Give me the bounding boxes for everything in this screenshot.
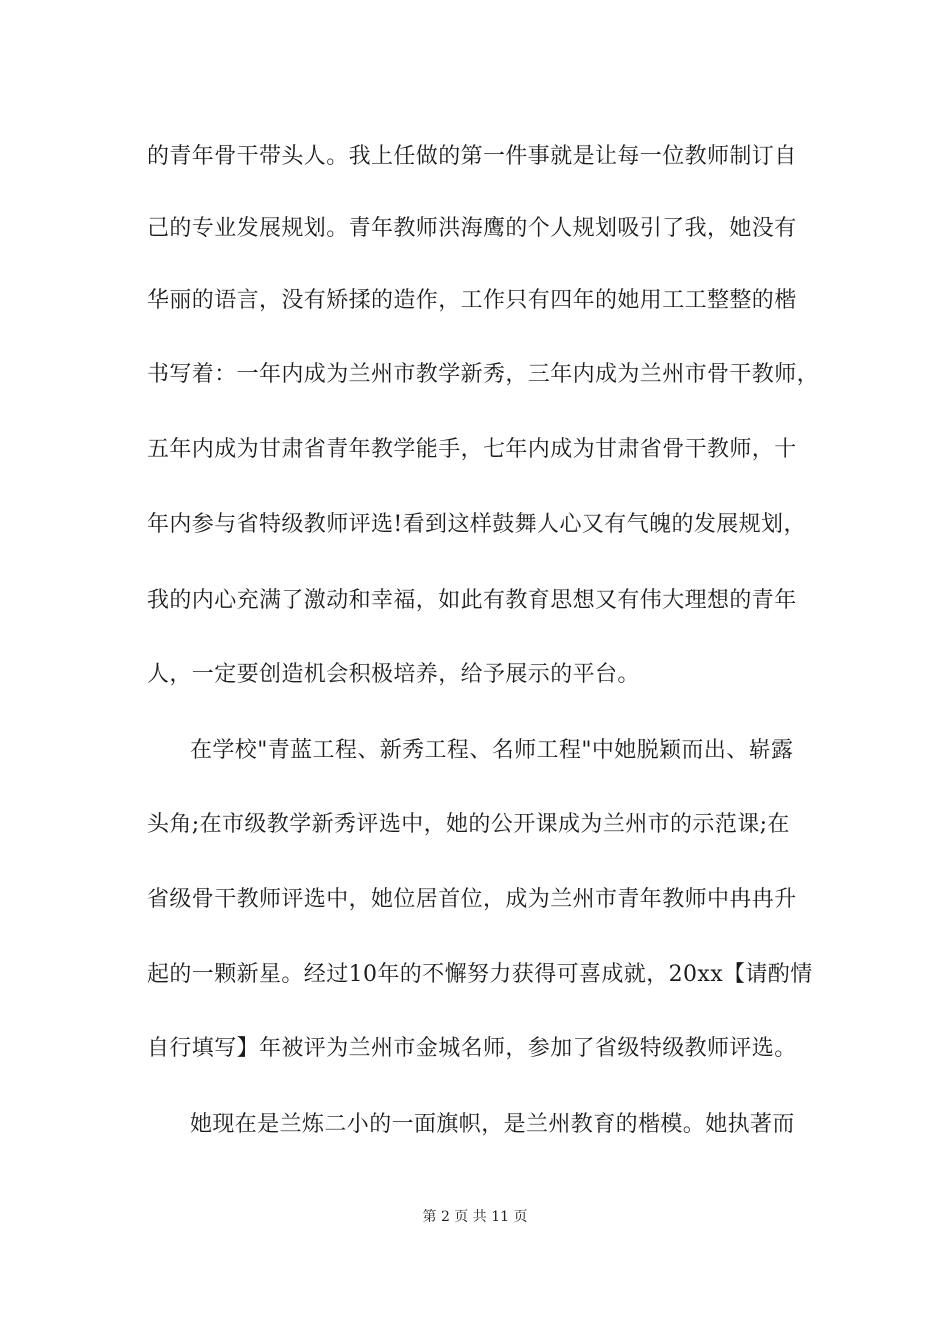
paragraph-1-line-5: 五年内成为甘肃省青年教学能手，七年内成为甘肃省骨干教师，十 (147, 437, 797, 462)
page-number-footer: 第 2 页 共 11 页 (422, 1209, 528, 1225)
paragraph-1-line-6: 年内参与省特级教师评选!看到这样鼓舞人心又有气魄的发展规划， (147, 512, 806, 537)
paragraph-2-line-3: 省级骨干教师评选中，她位居首位，成为兰州市青年教师中冉冉升 (147, 887, 797, 912)
paragraph-1-line-2: 己的专业发展规划。青年教师洪海鹰的个人规划吸引了我，她没有 (147, 216, 797, 241)
paragraph-1-line-4: 书写着：一年内成为兰州市教学新秀，三年内成为兰州市骨干教师， (147, 362, 820, 387)
paragraph-1-line-3: 华丽的语言，没有矫揉的造作，工作只有四年的她用工工整整的楷 (147, 288, 797, 313)
paragraph-3-line-1: 她现在是兰炼二小的一面旗帜，是兰州教育的楷模。她执著而 (190, 1112, 795, 1137)
paragraph-2-line-2: 头角;在市级教学新秀评选中，她的公开课成为兰州市的示范课;在 (147, 812, 790, 837)
paragraph-1-line-1: 的青年骨干带头人。我上任做的第一件事就是让每一位教师制订自 (147, 144, 797, 169)
paragraph-2-line-5: 自行填写】年被评为兰州市金城名师，参加了省级特级教师评选。 (147, 1036, 797, 1061)
paragraph-2-line-1: 在学校"青蓝工程、新秀工程、名师工程"中她脱颖而出、崭露 (190, 738, 794, 763)
paragraph-1-line-7: 我的内心充满了激动和幸福，如此有教育思想又有伟大理想的青年 (147, 588, 797, 613)
paragraph-1-line-8: 人，一定要创造机会积极培养，给予展示的平台。 (147, 662, 640, 687)
paragraph-2-line-4: 起的一颗新星。经过10年的不懈努力获得可喜成就，20xx【请酌情 (147, 962, 813, 987)
